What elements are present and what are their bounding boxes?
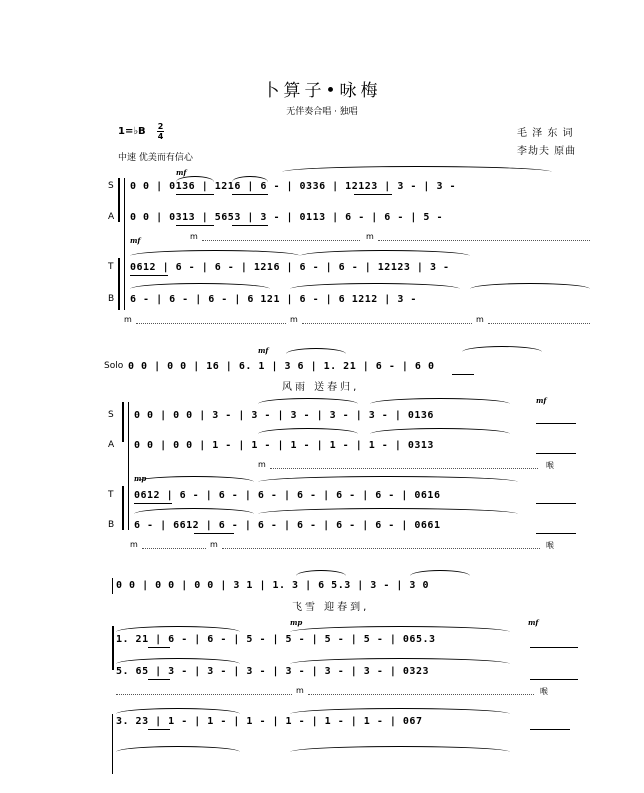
hum-m: m <box>130 540 138 549</box>
voice-label-solo: Solo <box>104 361 124 371</box>
lyricist-credit: 毛 泽 东 词 <box>517 128 574 139</box>
staff-soprano: 1. 21 | 6 - | 6 - | 5 - | 5 - | 5 - | 5 - | 065.3 <box>116 634 436 645</box>
dynamic-mp: mp <box>290 618 303 627</box>
staff-tenor: 0612 | 6 - | 6 - | 1216 | 6 - | 6 - | 12123 | 3 - <box>130 262 450 273</box>
hum-m: m <box>258 460 266 469</box>
voice-label-t: T <box>108 490 114 500</box>
dynamic-mf: mf <box>528 618 539 627</box>
voice-label-b: B <box>108 294 115 304</box>
composer-credit: 李劫夫 原曲 <box>517 146 577 157</box>
lyrics-line-1: 风雨 送春归, <box>282 382 360 393</box>
hum-hou: 喉 <box>540 687 548 696</box>
voice-label-b: B <box>108 520 115 530</box>
dynamic-mf: mf <box>258 346 269 355</box>
time-signature <box>157 122 164 141</box>
staff-tenor: 0612 | 6 - | 6 - | 6 - | 6 - | 6 - | 6 - | 0616 <box>134 490 441 501</box>
hum-m: m <box>296 686 304 695</box>
hum-hou: 喉 <box>546 541 554 550</box>
key-signature: 1=♭B <box>118 126 146 137</box>
hum-m: m <box>290 315 298 324</box>
hum-m: m <box>190 232 198 241</box>
hum-m: m <box>210 540 218 549</box>
staff-bass: 6 - | 6 - | 6 - | 6 121 | 6 - | 6 1212 | 3 - <box>130 294 417 305</box>
voice-label-a: A <box>108 440 115 450</box>
meter-bottom: 4 <box>157 132 164 141</box>
song-subtitle: 无伴奏合唱 · 独唱 <box>286 107 358 117</box>
dynamic-mf: mf <box>130 236 141 245</box>
voice-label-s: S <box>108 410 114 420</box>
staff-solo: 0 0 | 0 0 | 0 0 | 3 1 | 1. 3 | 6 5.3 | 3 - | 3 0 <box>116 580 429 591</box>
lyrics-line-2: 飞雪 迎春到, <box>292 602 370 613</box>
staff-bass: 6 - | 6612 | 6 - | 6 - | 6 - | 6 - | 6 - | 0661 <box>134 520 441 531</box>
dynamic-mp: mp <box>134 474 147 483</box>
hum-hou: 喉 <box>546 461 554 470</box>
voice-label-s: S <box>108 181 114 191</box>
staff-tenor: 3. 23 | 1 - | 1 - | 1 - | 1 - | 1 - | 1 - | 067 <box>116 716 423 727</box>
song-title: 卜算子•咏梅 <box>262 81 382 101</box>
staff-alto: 0 0 | 0313 | 5653 | 3 - | 0113 | 6 - | 6 - | 5 - <box>130 212 443 223</box>
voice-label-t: T <box>108 262 114 272</box>
tempo-marking: 中速 优美而有信心 <box>118 153 193 163</box>
dynamic-mf: mf <box>536 396 547 405</box>
staff-solo: 0 0 | 0 0 | 16 | 6. 1 | 3 6 | 1. 21 | 6 - | 6 0 <box>128 361 435 372</box>
meter-top: 2 <box>157 122 164 131</box>
hum-m: m <box>124 315 132 324</box>
staff-alto: 0 0 | 0 0 | 1 - | 1 - | 1 - | 1 - | 1 - | 0313 <box>134 440 434 451</box>
hum-m: m <box>366 232 374 241</box>
staff-soprano: 0 0 | 0136 | 1216 | 6 - | 0336 | 12123 | 3 - | 3 - <box>130 181 457 192</box>
hum-m: m <box>476 315 484 324</box>
staff-soprano: 0 0 | 0 0 | 3 - | 3 - | 3 - | 3 - | 3 - | 0136 <box>134 410 434 421</box>
staff-alto: 5. 65 | 3 - | 3 - | 3 - | 3 - | 3 - | 3 - | 0323 <box>116 666 429 677</box>
voice-label-a: A <box>108 212 115 222</box>
dynamic-mf: mf <box>176 168 187 177</box>
